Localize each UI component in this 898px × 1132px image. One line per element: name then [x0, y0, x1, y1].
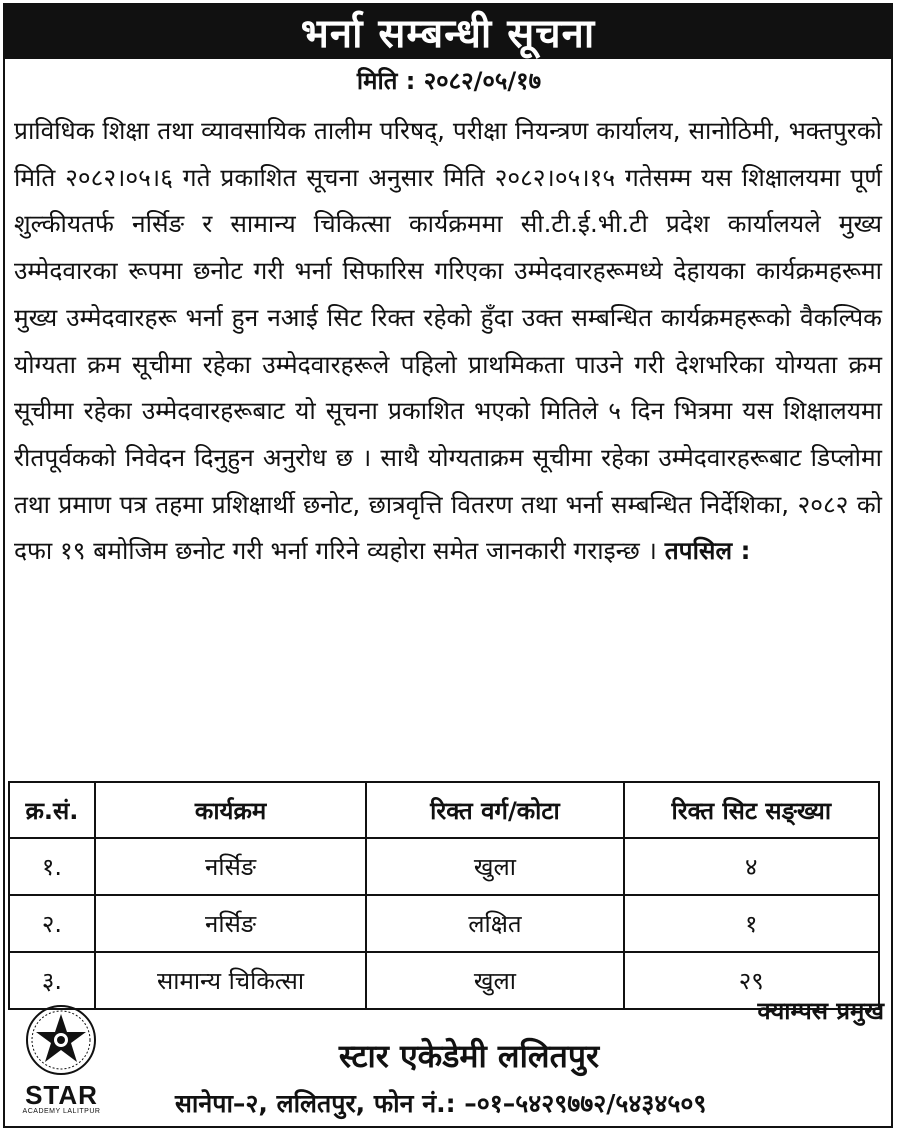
academy-name: स्टार एकेडेमी ललितपुर — [338, 1037, 600, 1075]
cell-quota: खुला — [366, 952, 623, 1009]
cell-serial: २. — [9, 895, 95, 952]
date-line — [0, 64, 898, 97]
header-quota: रिक्त वर्ग/कोटा — [366, 782, 623, 838]
cell-seat-count: २९ — [624, 952, 879, 1009]
cell-quota: लक्षित — [366, 895, 623, 952]
logo-text: STAR — [25, 1080, 98, 1110]
academy-address: सानेपा–२, ललितपुर, फोन नं.: –०१–५४२९७७२/५४३४५०९ — [175, 1089, 707, 1118]
header-program: कार्यक्रम — [95, 782, 366, 838]
cell-seat-count: १ — [624, 895, 879, 952]
header-serial: क्र.सं. — [9, 782, 95, 838]
seat-table — [8, 781, 880, 1010]
notice-title — [3, 3, 893, 59]
cell-serial: १. — [9, 838, 95, 895]
details-label: तपसिल : — [664, 536, 751, 566]
header-seat-count: रिक्त सिट सङ्ख्या — [624, 782, 879, 838]
table-header-row — [9, 782, 879, 838]
date-label: मिति : — [356, 67, 416, 95]
logo-subtext: ACADEMY LALITPUR — [22, 1108, 101, 1115]
cell-program: नर्सिङ — [95, 838, 366, 895]
cell-quota: खुला — [366, 838, 623, 895]
table-row — [9, 838, 879, 895]
cell-seat-count: ४ — [624, 838, 879, 895]
cell-program: नर्सिङ — [95, 895, 366, 952]
campus-chief-signature: क्याम्पस प्रमुख — [757, 997, 884, 1025]
table-row — [9, 952, 879, 1009]
cell-serial: ३. — [9, 952, 95, 1009]
notice-paragraph: प्राविधिक शिक्षा तथा व्यावसायिक तालीम परिषद्, परीक्षा नियन्त्रण कार्यालय, सानोठिमी, भक्तपुरको मिति २०८२।०५।६ गते प्रकाशित सूचना अनुसार मिति २०८२।०५।१५ गतेसम्म यस शिक्षालयमा पूर्ण शुल्कीयतर्फ नर्सिङ र सामान्य चिकित्सा कार्यक्रममा सी.टी.ई.भी.टी प्रदेश कार्यालयले मुख्य उम्मेदवारका रूपमा छनोट गरी भर्ना सिफारिस गरिएका उम्मेदवारहरूमध्ये देहायका कार्यक्रमहरूमा मुख्य उम्मेदवारहरू भर्ना हुन नआई सिट रिक्त रहेको हुँदा उक्त सम्बन्धित कार्यक्रमहरूको वैकल्पिक योग्यता क्रम सूचीमा रहेका उम्मेदवारहरूले पहिलो प्राथमिकता पाउने गरी देशभरिका योग्यता क्रम सूचीमा रहेका उम्मेदवारहरूबाट यो सूचना प्रकाशित भएको मितिले ५ दिन भित्रमा यस शिक्षालयमा रीतपूर्वकको निवेदन दिनुहुन अनुरोध छ । साथै योग्यताक्रम सूचीमा रहेका उम्मेदवारहरूबाट डिप्लोमा तथा प्रमाण पत्र तहमा प्रशिक्षार्थी छनोट, छात्रवृत्ति वितरण तथा भर्ना सम्बन्धित निर्देशिका, २०८२ को दफा १९ बमोजिम छनोट गरी भर्ना गरिने व्यहोरा समेत जानकारी गराइन्छ । — [14, 116, 882, 566]
table-row — [9, 895, 879, 952]
notice-body — [14, 108, 882, 575]
date-value: २०८२/०५/१७ — [423, 67, 542, 95]
notice-title-text: भर्ना सम्बन्धी सूचना — [300, 10, 596, 57]
cell-program: सामान्य चिकित्सा — [95, 952, 366, 1009]
